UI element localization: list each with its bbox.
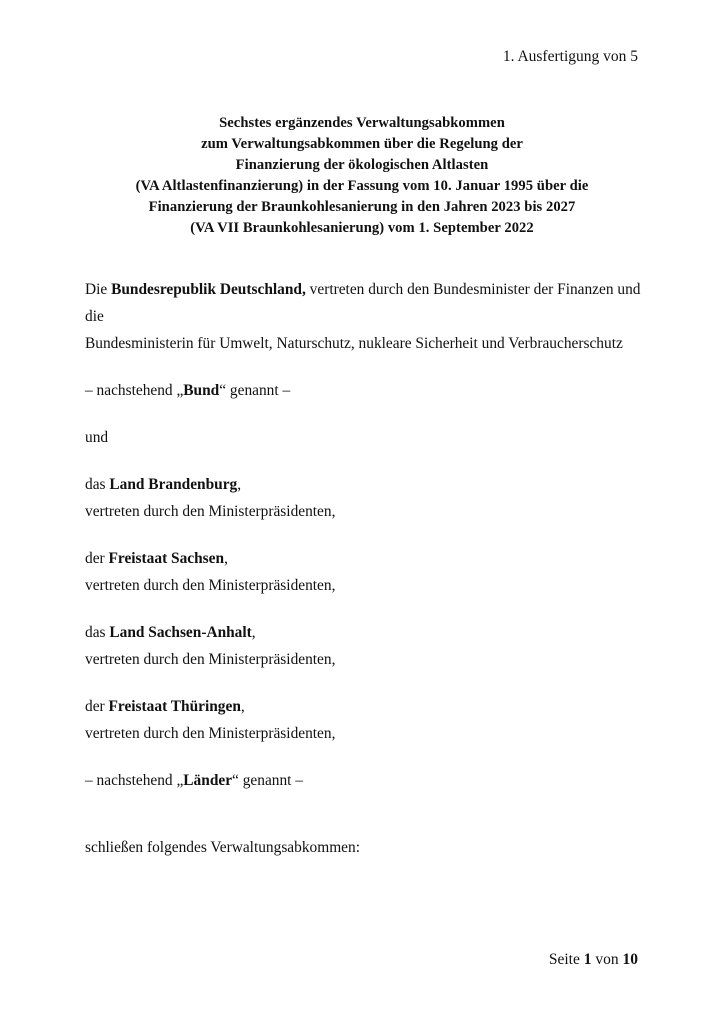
- party-name: Land Sachsen-Anhalt: [109, 624, 252, 641]
- designation-bund: [85, 377, 645, 404]
- title-line-1: Sechstes ergänzendes Verwaltungsabkommen: [219, 115, 505, 131]
- party-bund-representation-1: vertreten durch den Bundesminister der Finanzen und die: [85, 281, 641, 325]
- party-bund-line-1: [85, 276, 645, 330]
- party-article: das: [85, 624, 110, 641]
- spacer: [85, 404, 645, 424]
- designation-bund-post: “ genannt –: [219, 382, 291, 399]
- spacer: [85, 794, 645, 814]
- party-comma: ,: [240, 698, 245, 715]
- party-comma: ,: [224, 550, 228, 567]
- document-title: [62, 113, 662, 239]
- party-line-name: [85, 619, 645, 646]
- party-land-sachsen-anhalt: [85, 619, 645, 673]
- party-comma: ,: [251, 624, 256, 641]
- party-representation: vertreten durch den Ministerpräsidenten,: [85, 725, 336, 742]
- closing-statement: schließen folgendes Verwaltungsabkommen:: [85, 839, 360, 856]
- spacer: [85, 747, 645, 767]
- party-freistaat-sachsen: [85, 545, 645, 599]
- party-bund-name: Bundesrepublik Deutschland,: [111, 281, 306, 298]
- party-land-brandenburg: [85, 471, 645, 525]
- designation-laender-pre: – nachstehend „: [85, 772, 184, 789]
- party-name: Land Brandenburg: [109, 476, 238, 493]
- party-representation: vertreten durch den Ministerpräsidenten,: [85, 651, 336, 668]
- spacer: [85, 673, 645, 693]
- party-line-name: [85, 545, 645, 572]
- designation-bund-term: Bund: [183, 382, 220, 399]
- party-line-name: [85, 693, 645, 720]
- party-bund-line-2: Bundesministerin für Umwelt, Naturschutz, nukleare Sicherheit und Verbraucherschutz: [85, 335, 623, 352]
- party-name: Freistaat Thüringen: [108, 698, 241, 715]
- party-article: der: [85, 550, 109, 567]
- title-line-3: Finanzierung der ökologischen Altlasten: [235, 157, 489, 173]
- designation-laender-term: Länder: [183, 772, 233, 789]
- designation-bund-pre: – nachstehend „: [85, 382, 184, 399]
- party-representation: vertreten durch den Ministerpräsidenten,: [85, 503, 336, 520]
- conjunction-und: und: [85, 429, 109, 446]
- party-article: das: [85, 476, 110, 493]
- party-comma: ,: [237, 476, 242, 493]
- party-article: der: [85, 698, 109, 715]
- party-line-name: [85, 471, 645, 498]
- designation-laender: [85, 767, 645, 794]
- spacer: [85, 357, 645, 377]
- spacer: [85, 599, 645, 619]
- party-freistaat-thueringen: [85, 693, 645, 747]
- spacer: [85, 525, 645, 545]
- page-number-footer: [549, 951, 638, 969]
- spacer: [85, 451, 645, 471]
- footer-current-page: 1: [583, 951, 592, 968]
- copy-number-header: 1. Ausfertigung von 5: [502, 48, 638, 65]
- footer-total-pages: 10: [622, 951, 638, 968]
- party-name: Freistaat Sachsen: [108, 550, 225, 567]
- party-representation: vertreten durch den Ministerpräsidenten,: [85, 577, 336, 594]
- spacer: [85, 814, 645, 834]
- footer-prefix: Seite: [548, 951, 584, 968]
- designation-laender-post: “ genannt –: [232, 772, 303, 789]
- footer-middle: von: [591, 951, 623, 968]
- document-body: [85, 276, 645, 861]
- title-line-4: (VA Altlastenfinanzierung) in der Fassung vom 10. Januar 1995 über die: [135, 178, 589, 194]
- title-line-6: (VA VII Braunkohlesanierung) vom 1. September 2022: [190, 220, 534, 236]
- title-line-2: zum Verwaltungsabkommen über die Regelung der: [201, 136, 523, 152]
- party-bund-article: Die: [85, 281, 112, 298]
- party-bund: [85, 276, 645, 357]
- title-line-5: Finanzierung der Braunkohlesanierung in den Jahren 2023 bis 2027: [148, 199, 576, 215]
